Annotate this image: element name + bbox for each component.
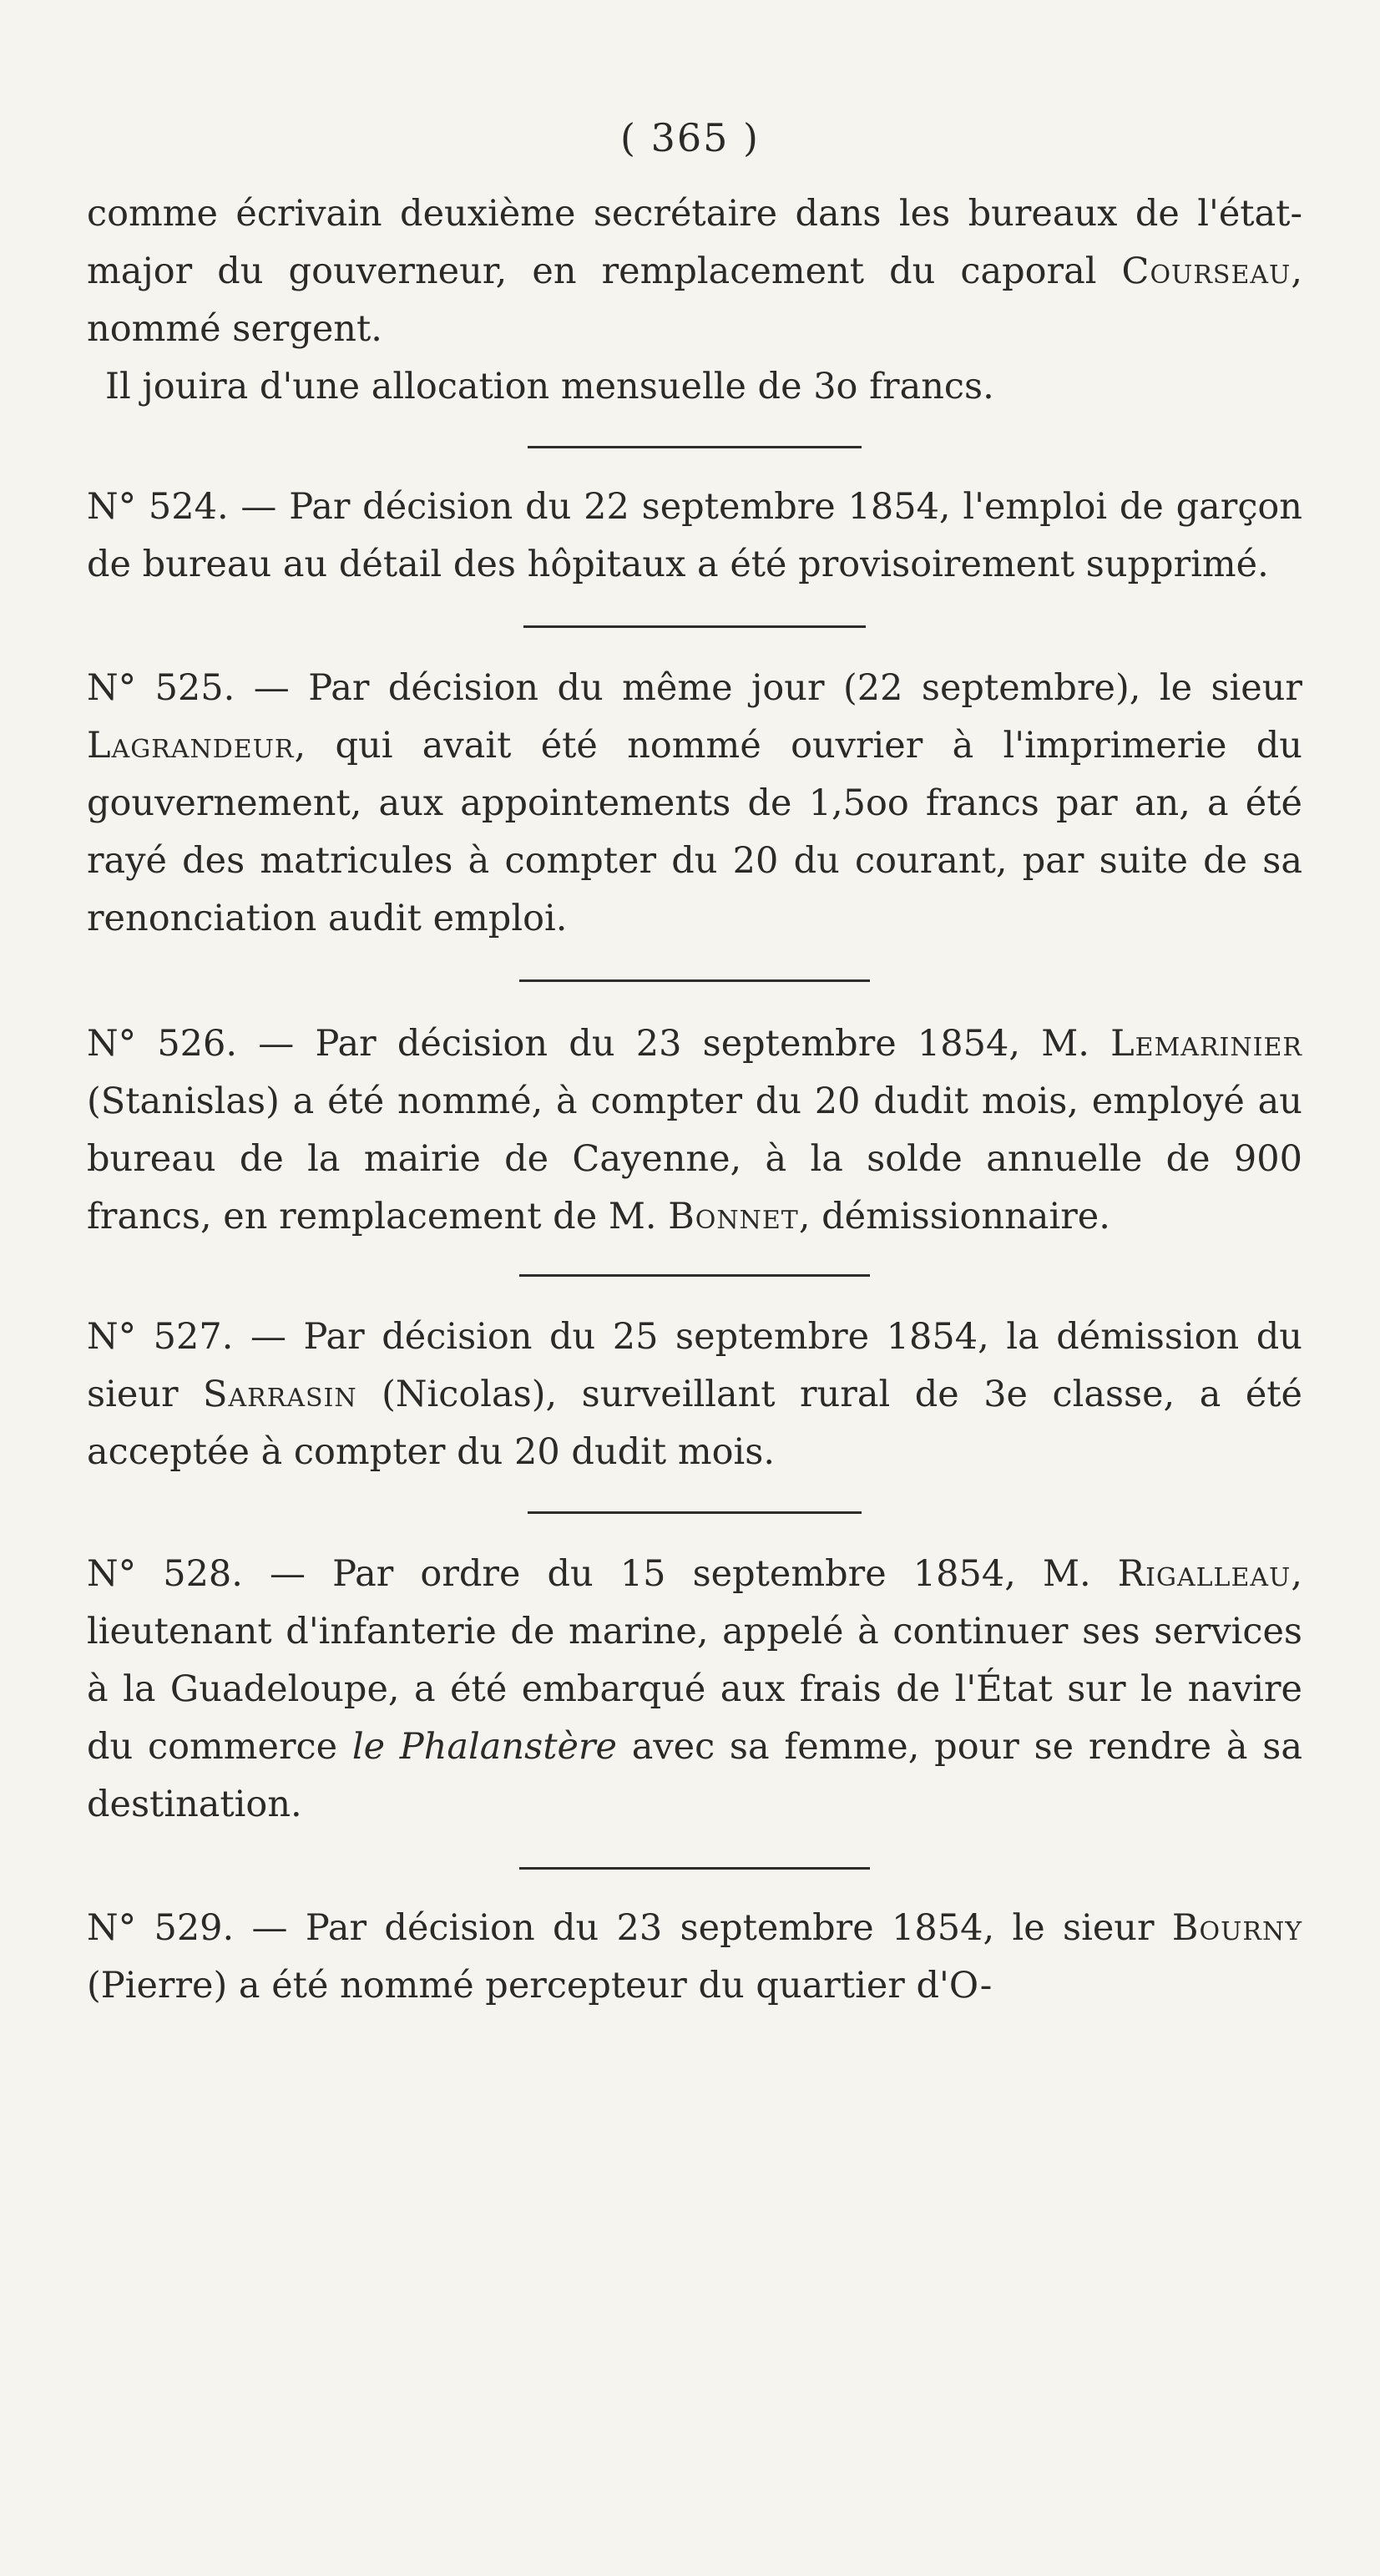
entry-text-end: (Pierre) a été nommé percepteur du quartier d'O- xyxy=(87,1965,993,2007)
entry-text-middle: (Stanislas) a été nommé, à compter du 20 dudit mois, employé au bureau de la mairie de Cayenne, à la solde annuelle de 900 francs, en remplacement de M. xyxy=(87,1081,1302,1237)
person-name: Lemarinier xyxy=(1110,1023,1302,1065)
person-name: Bourny xyxy=(1171,1907,1302,1949)
continuation-text: comme écrivain deuxième secrétaire dans les bureaux de l'état-major du gouverneur, en remplacement du caporal xyxy=(87,193,1302,292)
entry-text-middle: , lieutenant d'infanterie de marine, appelé à continuer ses services à la Guadeloupe, a été embarqué aux frais de l'État sur le navire du commerce xyxy=(87,1553,1302,1768)
separator-rule xyxy=(528,1511,862,1514)
entry-529 xyxy=(87,1900,1302,2015)
person-name: Courseau xyxy=(1121,251,1292,292)
person-name: Rigalleau xyxy=(1117,1553,1292,1595)
entry-text: N° 529. — Par décision du 23 septembre 1854, le sieur xyxy=(87,1907,1172,1949)
entry-524 xyxy=(87,478,1302,594)
entry-525 xyxy=(87,660,1302,948)
separator-rule xyxy=(519,1274,870,1277)
person-name: Lagrandeur xyxy=(87,725,295,767)
entry-528 xyxy=(87,1546,1302,1834)
continuation-text-end: , nommé sergent. xyxy=(87,251,1302,350)
person-name: Sarrasin xyxy=(203,1374,357,1415)
separator-rule xyxy=(523,625,866,628)
entry-text: N° 526. — Par décision du 23 septembre 1854, M. xyxy=(87,1023,1111,1065)
entry-text-end: avec sa femme, pour se rendre à sa destination. xyxy=(87,1726,1302,1825)
entry-text-end: , qui avait été nommé ouvrier à l'imprimerie du gouvernement, aux appointements de 1,5oo francs par an, a été rayé des matricules à compter du 20 du courant, par suite de sa renonciation audit emploi. xyxy=(87,725,1302,939)
person-name-2: Bonnet xyxy=(668,1196,799,1237)
separator-rule xyxy=(519,979,870,982)
entry-527 xyxy=(87,1308,1302,1481)
allocation-paragraph: Il jouira d'une allocation mensuelle de 3o francs. xyxy=(105,366,994,407)
entry-526 xyxy=(87,1015,1302,1246)
entry-text-end: (Nicolas), surveillant rural de 3e classe, a été acceptée à compter du 20 dudit mois. xyxy=(87,1374,1303,1473)
continuation-paragraph xyxy=(87,185,1302,358)
entry-text: N° 527. — Par décision du 25 septembre 1854, la démission du sieur xyxy=(87,1316,1302,1415)
separator-rule xyxy=(519,1867,870,1870)
separator-rule xyxy=(528,446,862,448)
entry-text-end: , démissionnaire. xyxy=(798,1196,1110,1237)
page-body xyxy=(87,185,1302,2015)
entry-text: N° 528. — Par ordre du 15 septembre 1854, M. xyxy=(87,1553,1118,1595)
page-number: ( 365 ) xyxy=(620,115,760,160)
entry-text: N° 525. — Par décision du même jour (22 septembre), le sieur xyxy=(87,667,1302,709)
ship-name: le Phalanstère xyxy=(351,1726,617,1768)
entry-text: N° 524. — Par décision du 22 septembre 1854, l'emploi de garçon de bureau au détail des hôpitaux a été provisoirement supprimé. xyxy=(87,486,1302,585)
